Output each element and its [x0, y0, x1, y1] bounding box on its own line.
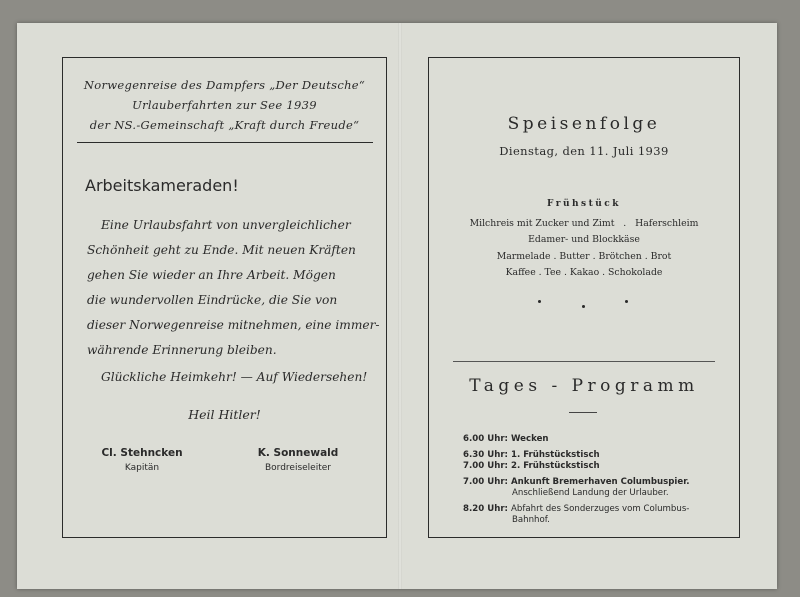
program-time: 6.00 Uhr:: [463, 434, 508, 444]
greeting: Arbeitskameraden!: [85, 176, 239, 195]
program-time: 7.00 Uhr:: [463, 461, 508, 471]
header-line-2: Urlauberfahrten zur See 1939: [132, 98, 317, 112]
ornament-dot: [625, 300, 628, 303]
signature-captain-name: Cl. Stehncken: [101, 447, 183, 459]
program-text: 1. Frühstückstisch: [511, 450, 600, 460]
signature-leader-name: K. Sonnewald: [257, 447, 339, 459]
header-line-3: der NS.-Gemeinschaft „Kraft durch Freude“: [89, 118, 360, 132]
program-row: [463, 504, 689, 514]
card-fold: [398, 23, 402, 589]
program-time: 8.20 Uhr:: [463, 504, 508, 514]
breakfast-line: Edamer- und Blockkäse: [528, 234, 640, 245]
program-row: [463, 461, 600, 471]
program-continuation: Bahnhof.: [512, 515, 550, 525]
program-time: 7.00 Uhr:: [463, 477, 508, 487]
body-line: währende Erinnerung bleiben.: [87, 343, 277, 357]
breakfast-line: Marmelade . Butter . Brötchen . Brot: [496, 251, 672, 262]
ornament-dot: [582, 305, 585, 308]
breakfast-line: Milchreis mit Zucker und Zimt . Haferschleim: [469, 218, 699, 229]
program-title: Tages - Programm: [469, 376, 699, 396]
program-row: [463, 477, 689, 487]
menu-title: Speisenfolge: [507, 114, 661, 134]
menu-date: Dienstag, den 11. Juli 1939: [499, 144, 669, 158]
program-text: 2. Frühstückstisch: [511, 461, 600, 471]
signature-leader-role: Bordreiseleiter: [264, 463, 331, 473]
program-title-rule: [569, 412, 597, 413]
body-line: gehen Sie wieder an Ihre Arbeit. Mögen: [87, 268, 336, 282]
breakfast-heading: Frühstück: [546, 199, 622, 209]
program-row: [463, 434, 549, 444]
ornament-dot: [538, 300, 541, 303]
closing-salute: Heil Hitler!: [188, 407, 261, 422]
header-divider: [77, 142, 373, 143]
body-line: dieser Norwegenreise mitnehmen, eine immer-: [87, 318, 380, 332]
program-row: [463, 450, 600, 460]
body-line: die wundervollen Eindrücke, die Sie von: [87, 293, 338, 307]
body-line: Eine Urlaubsfahrt von unvergleichlicher: [101, 218, 351, 232]
signature-captain-role: Kapitän: [124, 463, 160, 473]
menu-panel: [428, 57, 740, 538]
program-text: Ankunft Bremerhaven Columbuspier.: [511, 477, 690, 487]
section-divider: [453, 361, 715, 362]
breakfast-line: Kaffee . Tee . Kakao . Schokolade: [505, 267, 663, 278]
program-time: 6.30 Uhr:: [463, 450, 508, 460]
program-text: Wecken: [511, 434, 549, 444]
body-line: Glückliche Heimkehr! — Auf Wiedersehen!: [101, 370, 368, 384]
farewell-panel: [62, 57, 387, 538]
program-continuation: Anschließend Landung der Urlauber.: [512, 488, 669, 498]
body-line: Schönheit geht zu Ende. Mit neuen Kräften: [87, 243, 356, 257]
program-text: Abfahrt des Sonderzuges vom Columbus-: [511, 504, 690, 514]
header-line-1: Norwegenreise des Dampfers „Der Deutsche“: [83, 78, 366, 92]
